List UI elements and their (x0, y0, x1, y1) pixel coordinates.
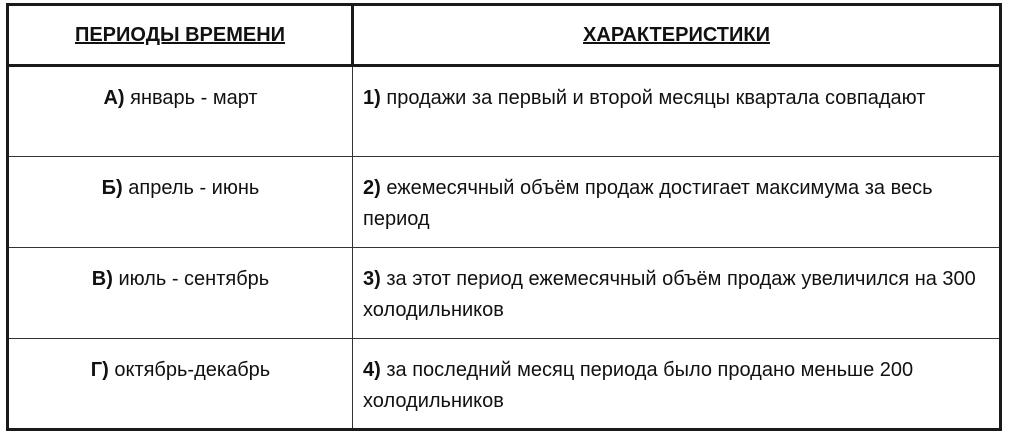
period-letter: Б) (101, 177, 123, 199)
period-text: апрель - июнь (128, 177, 260, 199)
characteristic-text: за последний месяц периода было продано меньше 200 холодильников (363, 359, 914, 412)
header-characteristics: ХАРАКТЕРИСТИКИ (353, 5, 1001, 66)
characteristic-cell (353, 66, 1001, 157)
characteristic-cell (353, 248, 1001, 339)
period-cell (8, 248, 353, 339)
period-text: октябрь-декабрь (114, 359, 271, 381)
period-cell (8, 157, 353, 248)
period-letter: А) (103, 87, 125, 109)
period-text: январь - март (130, 87, 258, 109)
characteristic-cell (353, 157, 1001, 248)
table-row (8, 66, 1001, 157)
period-letter: Г) (90, 359, 109, 381)
characteristic-text: продажи за первый и второй месяцы квартала совпадают (386, 87, 926, 109)
characteristic-number: 3) (363, 268, 381, 290)
characteristic-number: 1) (363, 87, 381, 109)
characteristic-number: 2) (363, 177, 381, 199)
table-row (8, 157, 1001, 248)
characteristic-cell (353, 339, 1001, 430)
table-row (8, 339, 1001, 430)
header-periods: ПЕРИОДЫ ВРЕМЕНИ (8, 5, 353, 66)
table-row (8, 248, 1001, 339)
characteristic-text: за этот период ежемесячный объём продаж увеличился на 300 холодильников (363, 268, 976, 321)
period-letter: В) (91, 268, 113, 290)
period-cell (8, 339, 353, 430)
period-text: июль - сентябрь (118, 268, 270, 290)
table-header-row (8, 5, 1001, 66)
characteristic-text: ежемесячный объём продаж достигает максимума за весь период (363, 177, 933, 230)
matching-table (6, 3, 1002, 431)
characteristic-number: 4) (363, 359, 381, 381)
period-cell (8, 66, 353, 157)
